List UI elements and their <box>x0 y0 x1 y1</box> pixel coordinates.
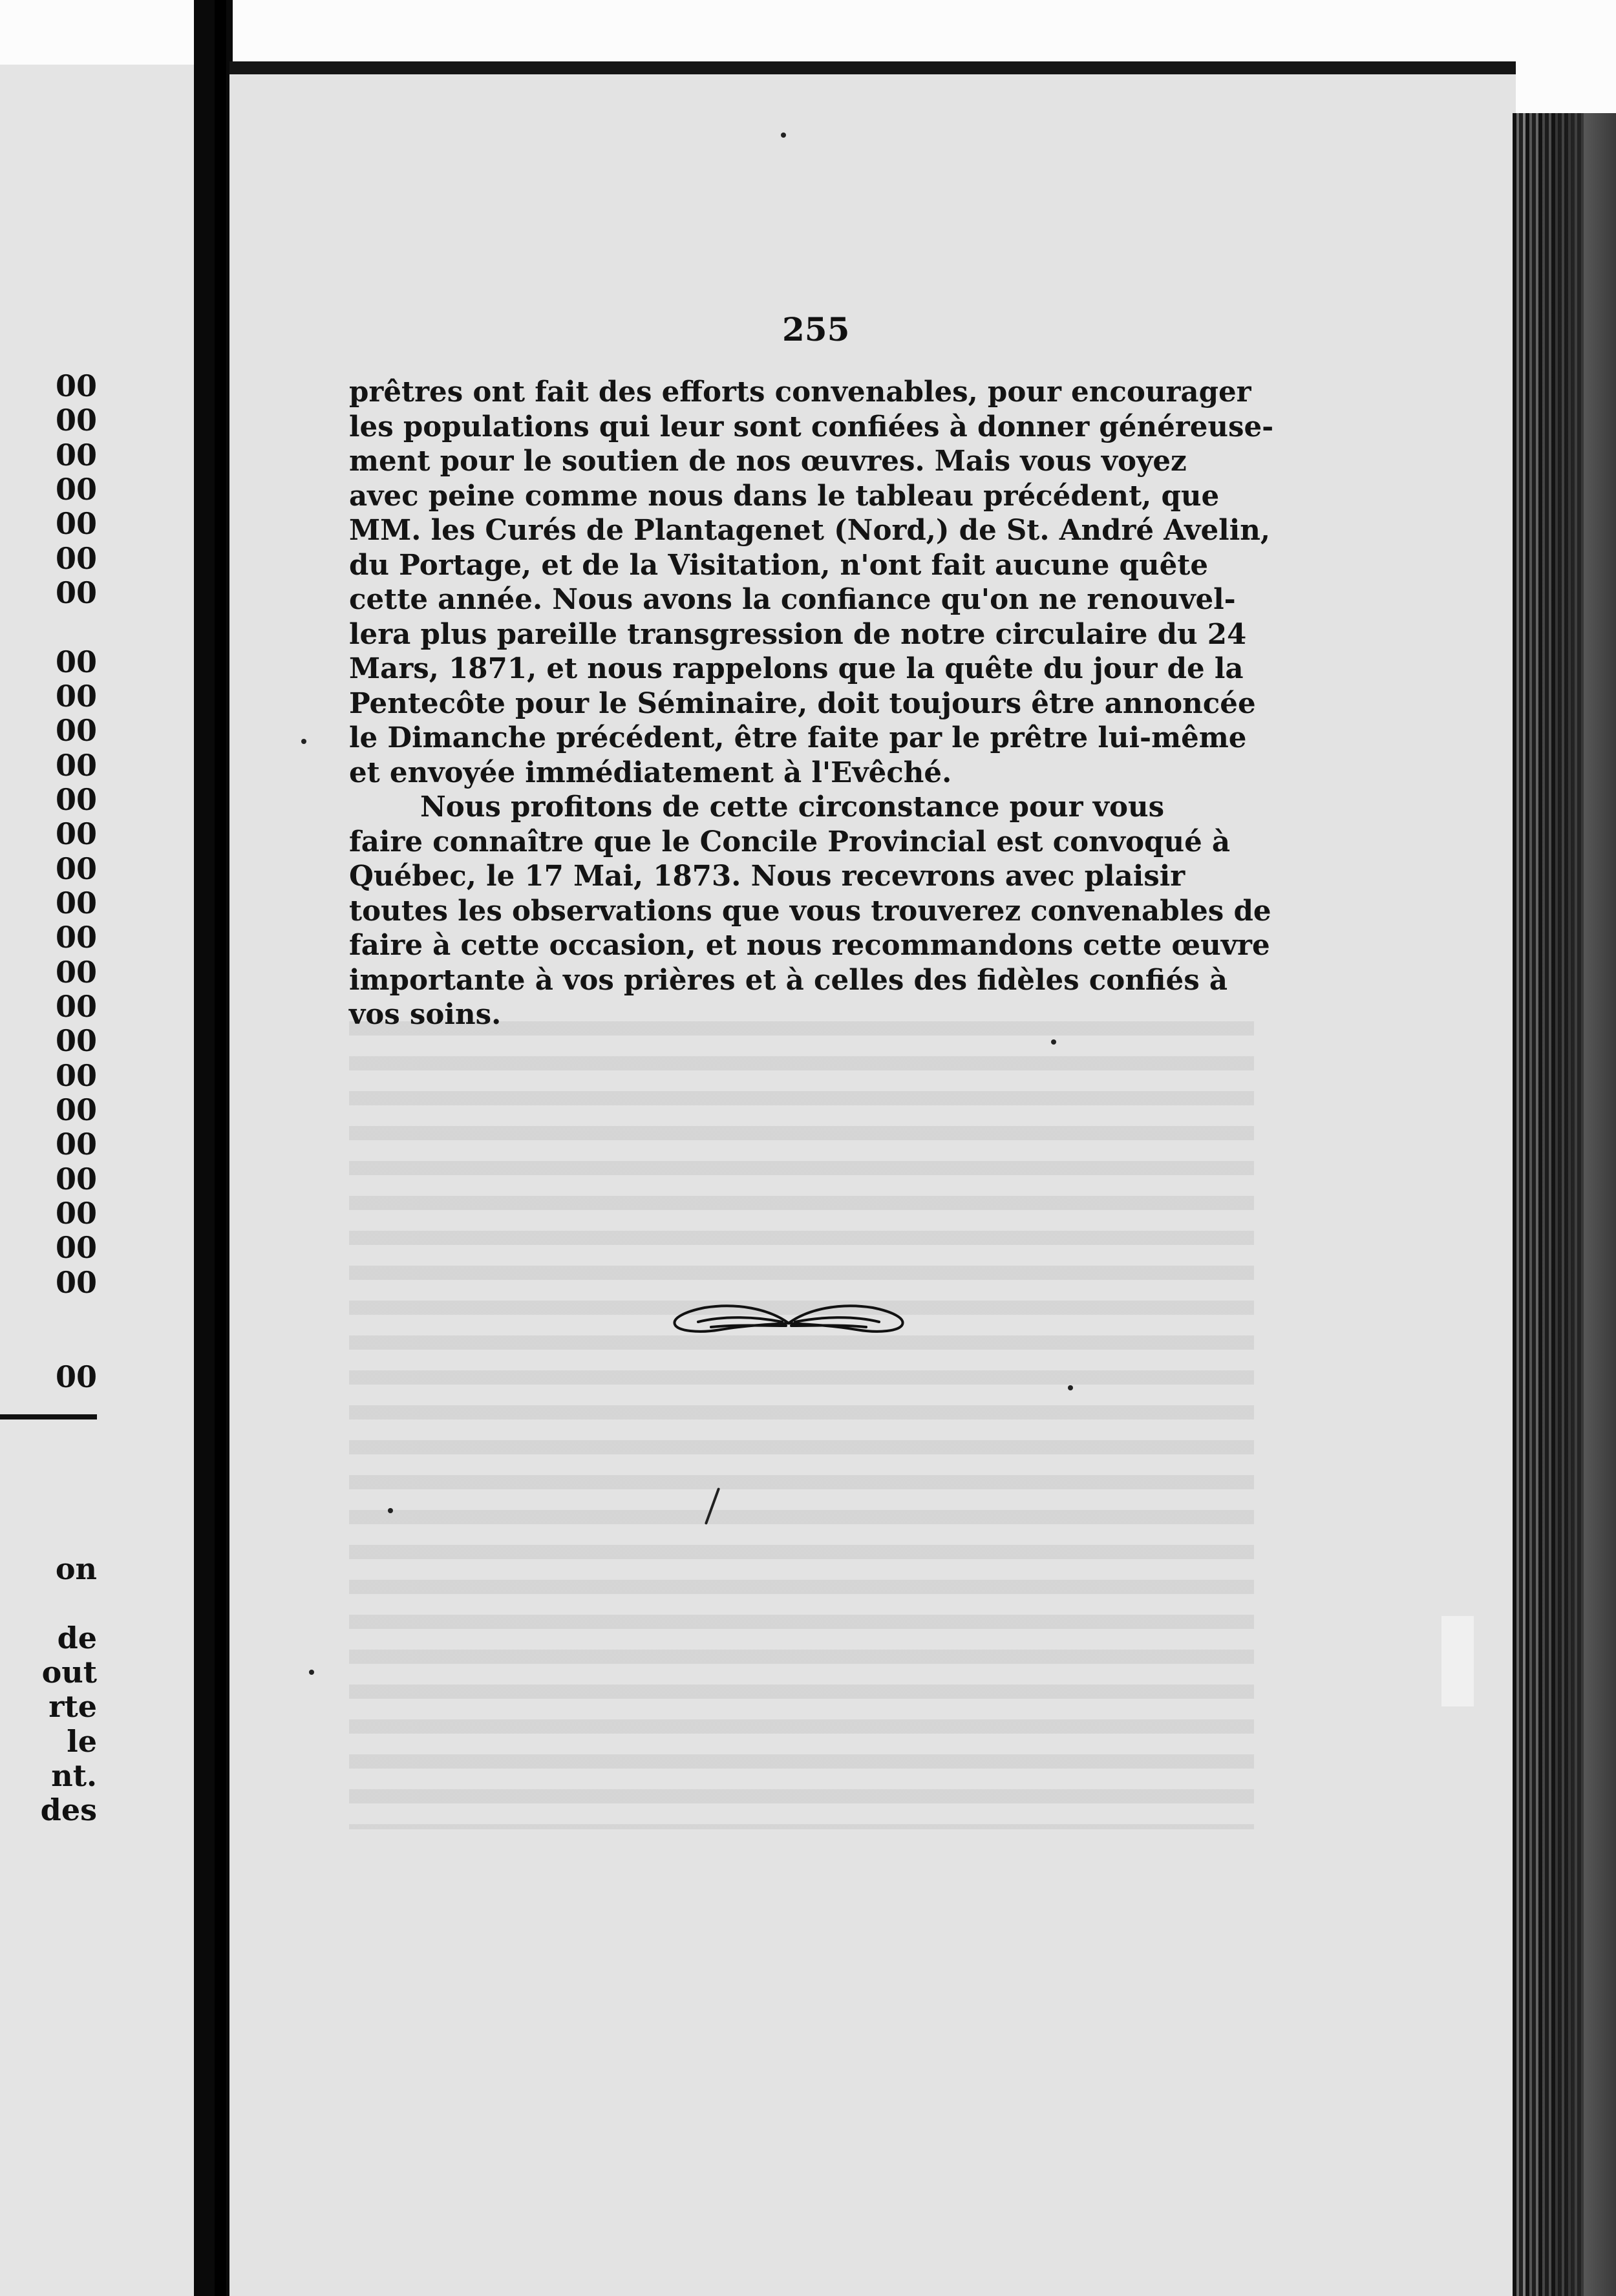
left-number: 00 <box>55 368 97 403</box>
text-line: Nous profitons de cette circonstance pour vous <box>420 791 1165 824</box>
text-line: cette année. Nous avons la confiance qu'on ne renouvel- <box>349 583 1236 616</box>
left-number: 00 <box>55 1162 97 1196</box>
left-number: 00 <box>55 782 97 817</box>
text-line: importante à vos prières et à celles des fidèles confiés à <box>349 963 1228 997</box>
left-number: 00 <box>55 748 97 783</box>
book-gutter-shadow <box>215 0 226 2296</box>
scan-speck <box>781 133 786 138</box>
left-number: 00 <box>55 851 97 886</box>
text-line: du Portage, et de la Visitation, n'ont fait aucune quête <box>349 548 1209 582</box>
text-line: toutes les observations que vous trouverez convenables de <box>349 894 1271 928</box>
text-line: vos soins. <box>349 998 502 1031</box>
left-number: 00 <box>55 644 97 679</box>
left-number: 00 <box>55 1359 97 1394</box>
left-word: on <box>55 1551 97 1586</box>
text-line: Québec, le 17 Mai, 1873. Nous recevrons avec plaisir <box>349 860 1185 893</box>
left-number: 00 <box>55 816 97 851</box>
left-word: de <box>57 1621 97 1655</box>
left-number: 00 <box>55 1058 97 1093</box>
left-number: 00 <box>55 438 97 473</box>
left-number: 00 <box>55 989 97 1024</box>
text-line: faire à cette occasion, et nous recommandons cette œuvre <box>349 929 1270 962</box>
text-line: MM. les Curés de Plantagenet (Nord,) de St. André Avelin, <box>349 514 1270 547</box>
left-number: 00 <box>55 1196 97 1231</box>
book-gutter <box>194 0 233 2296</box>
left-word: des <box>40 1792 97 1827</box>
left-number: 00 <box>55 472 97 507</box>
text-line: ment pour le soutien de nos œuvres. Mais vous voyez <box>349 445 1187 478</box>
text-line: prêtres ont fait des efforts convenables, pour encourager <box>349 376 1251 409</box>
left-number: 00 <box>55 886 97 920</box>
text-line: faire connaître que le Concile Provincial est convoqué à <box>349 825 1231 858</box>
text-line: Pentecôte pour le Séminaire, doit toujours être annoncée <box>349 686 1256 720</box>
scan-speck <box>301 739 306 744</box>
left-number: 00 <box>55 575 97 610</box>
left-page-total-rule <box>0 1414 97 1419</box>
text-line: les populations qui leur sont confiées à donner généreuse- <box>349 410 1274 443</box>
left-number: 00 <box>55 1023 97 1058</box>
left-facing-page <box>0 65 194 2296</box>
text-line: lera plus pareille transgression de notre circulaire du 24 <box>349 617 1247 651</box>
left-number: 00 <box>55 1127 97 1162</box>
left-number: 00 <box>55 1092 97 1127</box>
left-word: out <box>41 1655 97 1690</box>
left-number: 00 <box>55 1265 97 1300</box>
left-number: 00 <box>55 506 97 541</box>
left-word: le <box>67 1724 97 1759</box>
page-number: 255 <box>782 310 850 348</box>
scan-speck <box>1051 1039 1056 1045</box>
left-word: rte <box>48 1689 97 1724</box>
text-line: avec peine comme nous dans le tableau précédent, que <box>349 479 1220 513</box>
text-line: Mars, 1871, et nous rappelons que la quête du jour de la <box>349 652 1244 685</box>
left-number: 00 <box>55 955 97 990</box>
left-number: 00 <box>55 541 97 576</box>
left-number: 00 <box>55 713 97 748</box>
scan-speck <box>388 1508 393 1513</box>
scan-speck <box>309 1670 314 1675</box>
left-number: 00 <box>55 403 97 438</box>
scan-flare <box>1441 1616 1474 1706</box>
ornament-flourish-icon <box>659 1296 918 1348</box>
text-line: et envoyée immédiatement à l'Evêché. <box>349 756 952 789</box>
scan-speck <box>1068 1385 1073 1390</box>
left-word: nt. <box>51 1758 97 1793</box>
bleed-through-text <box>349 1021 1254 1829</box>
page-stack-shadow <box>1516 113 1616 2296</box>
left-number: 00 <box>55 1230 97 1265</box>
left-number: 00 <box>55 920 97 955</box>
body-text <box>349 375 1274 1032</box>
left-number: 00 <box>55 679 97 714</box>
text-line: le Dimanche précédent, être faite par le prêtre lui-même <box>349 721 1247 754</box>
